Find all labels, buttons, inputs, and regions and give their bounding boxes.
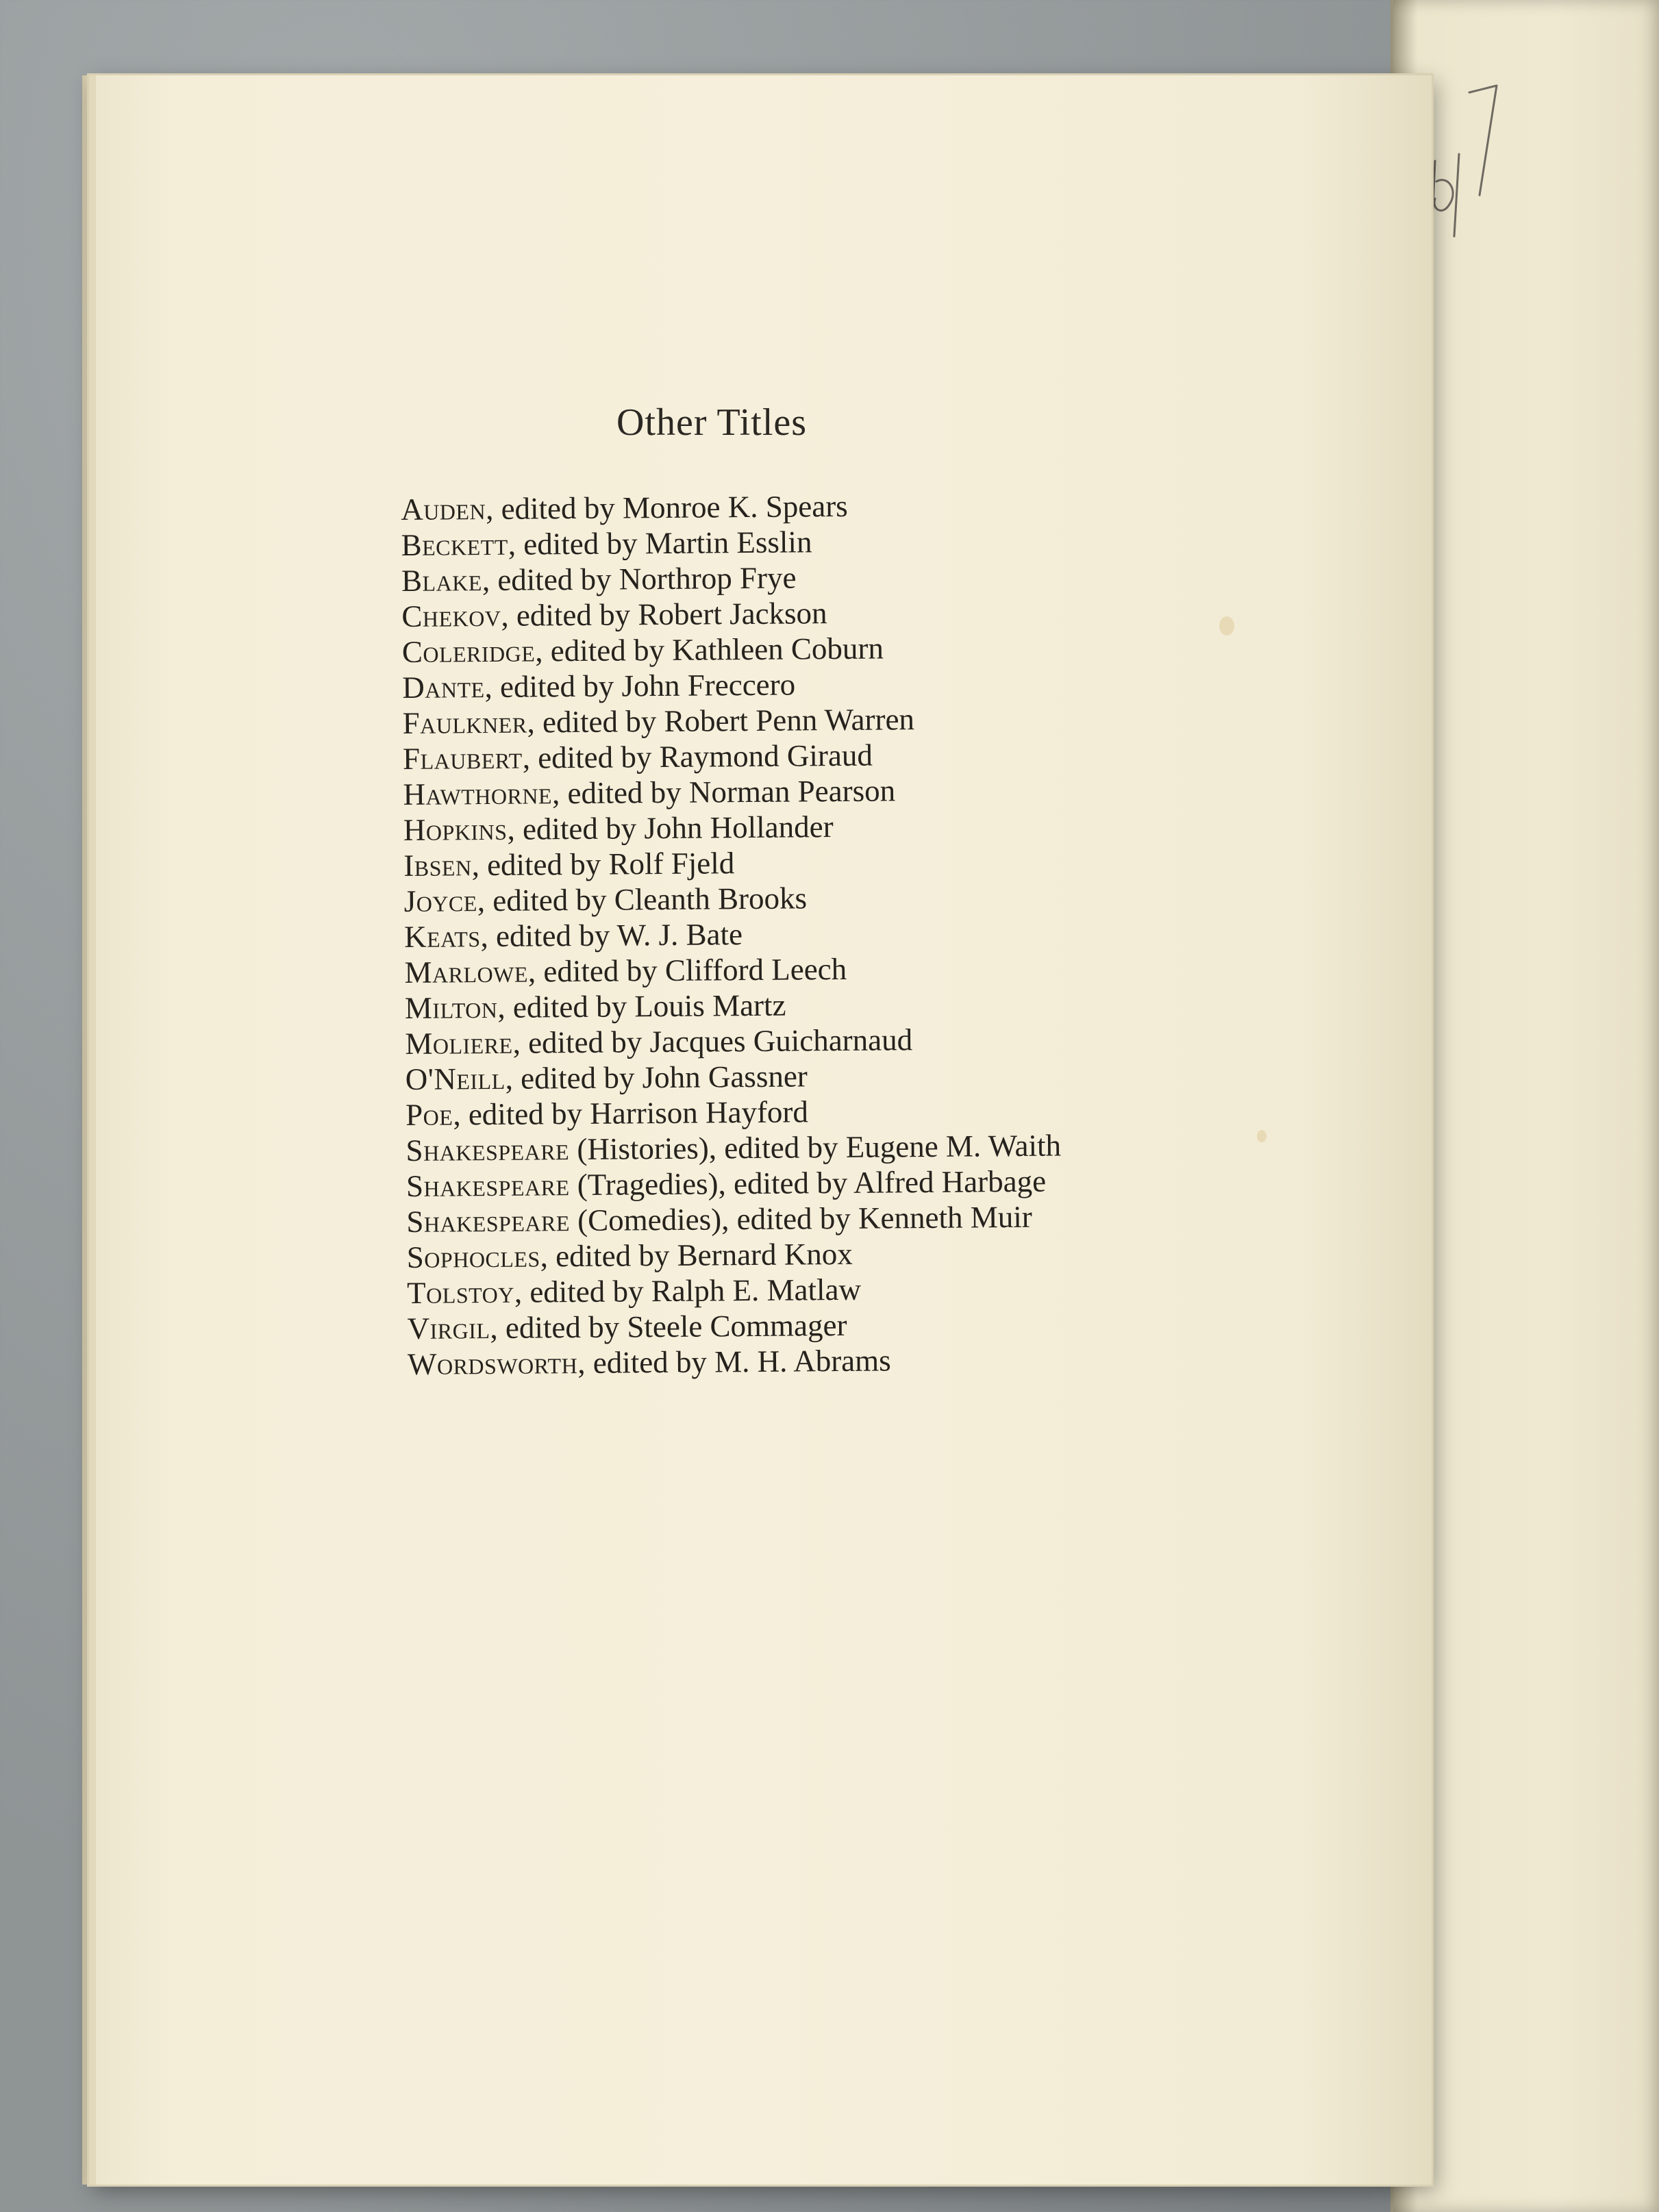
editor-credit: , edited by John Freccero <box>484 667 796 705</box>
editor-credit: , edited by Raymond Giraud <box>522 738 873 775</box>
editor-credit: , edited by John Hollander <box>507 809 834 846</box>
author-name: Wordsworth <box>407 1346 578 1381</box>
editor-credit: , edited by John Gassner <box>505 1059 808 1096</box>
author-name: Tolstoy <box>406 1274 515 1310</box>
editor-credit: , edited by Clifford Leech <box>527 951 847 989</box>
editor-credit: , edited by Northrop Frye <box>482 560 797 598</box>
editor-credit: , edited by Robert Jackson <box>501 596 827 633</box>
author-name: Shakespeare <box>406 1168 570 1203</box>
editor-credit: , edited by Ralph E. Matlaw <box>514 1272 862 1309</box>
author-name: Poe <box>405 1097 453 1132</box>
author-name: Ibsen <box>403 848 472 883</box>
titles-list <box>401 485 1264 1382</box>
editor-credit: , edited by Norman Pearson <box>551 773 896 811</box>
author-name: Hopkins <box>403 812 508 847</box>
page-title: Other Titles <box>616 401 808 444</box>
author-name: Flaubert <box>402 740 523 776</box>
editor-credit: , edited by Harrison Hayford <box>453 1094 809 1132</box>
author-name: Coleridge <box>401 633 536 669</box>
editor-credit: , edited by Cleanth Brooks <box>477 881 808 918</box>
author-name: Shakespeare <box>406 1132 570 1168</box>
editor-credit: , edited by Monroe K. Spears <box>485 488 848 527</box>
editor-credit: (Histories), edited by Eugene M. Waith <box>569 1128 1062 1167</box>
editor-credit: , edited by Rolf Fjeld <box>471 846 735 883</box>
author-name: Faulkner <box>402 705 527 740</box>
editor-credit: , edited by Jacques Guicharnaud <box>512 1022 913 1060</box>
editor-credit: (Tragedies), edited by Alfred Harbage <box>569 1164 1047 1203</box>
editor-credit: , edited by M. H. Abrams <box>577 1343 891 1381</box>
author-name: Milton <box>404 990 498 1025</box>
author-name: Moliere <box>405 1025 513 1061</box>
editor-credit: , edited by Bernard Knox <box>540 1236 853 1274</box>
editor-credit: , edited by Kathleen Coburn <box>535 631 884 668</box>
author-name: Keats <box>403 919 481 954</box>
editor-credit: (Comedies), edited by Kenneth Muir <box>569 1199 1032 1238</box>
editor-credit: , edited by Louis Martz <box>497 988 786 1025</box>
author-name: Chekov <box>401 598 501 633</box>
author-name: Sophocles <box>406 1239 540 1274</box>
author-name: Dante <box>402 670 485 705</box>
pencil-note-617 <box>1421 79 1517 257</box>
author-name: Virgil <box>407 1311 490 1346</box>
author-name: Marlowe <box>404 954 529 990</box>
author-name: Beckett <box>401 527 508 562</box>
author-name: O'Neill <box>405 1061 506 1096</box>
author-name: Shakespeare <box>406 1203 571 1239</box>
author-name: Auden <box>401 492 486 527</box>
author-name: Joyce <box>403 883 478 918</box>
editor-credit: , edited by W. J. Bate <box>480 917 743 954</box>
editor-credit: , edited by Robert Penn Warren <box>527 702 915 740</box>
author-name: Blake <box>401 563 483 598</box>
editor-credit: , edited by Steele Commager <box>490 1307 847 1346</box>
editor-credit: , edited by Martin Esslin <box>508 525 812 562</box>
author-name: Hawthorne <box>403 776 553 812</box>
list-item <box>408 1340 1264 1382</box>
